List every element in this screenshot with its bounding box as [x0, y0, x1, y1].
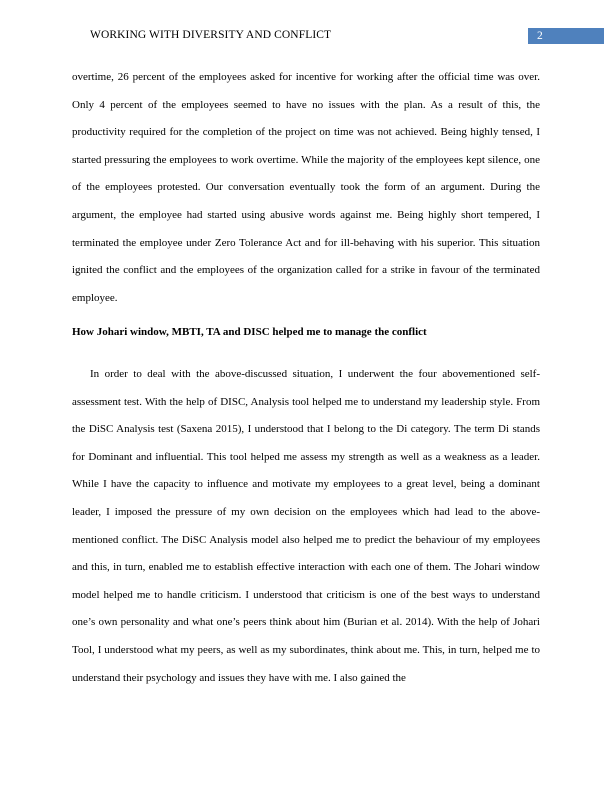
section-heading: How Johari window, MBTI, TA and DISC helped me to manage the conflict [72, 326, 427, 338]
body-paragraph-1: overtime, 26 percent of the employees asked for incentive for working after the official time was over. Only 4 percent of the employees seemed to have no issues with the plan. As a result of this, the productivity required for the completion of the project on time was not achieved. Being highly tensed, I started pressuring the employees to work overtime. While the majority of the employees kept silence, one of the employees protested. Our conversation eventually took the form of an argument. During the argument, the employee had started using abusive words against me. Being highly short tempered, I terminated the employee under Zero Tolerance Act and for ill-behaving with his superior. This situation ignited the conflict and the employees of the organization called for a strike in favour of the terminated employee. [72, 71, 540, 304]
running-head: WORKING WITH DIVERSITY AND CONFLICT [90, 29, 332, 41]
page-number: 2 [528, 28, 604, 44]
body-paragraph-2: In order to deal with the above-discussed situation, I underwent the four abovementioned self-assessment test. With the help of DISC, Analysis tool helped me to understand my leadership style. From the DiSC Analysis test (Saxena 2015), I understood that I belong to the Di category. The term Di stands for Dominant and influential. This tool helped me assess my strength as well as a weakness as a leader. While I have the capacity to influence and motivate my employees to a great level, being a dominant leader, I imposed the pressure of my own decision on the employees which had lead to the above-mentioned conflict. The DiSC Analysis model also helped me to predict the behaviour of my employees and this, in turn, enabled me to establish effective interaction with each one of them. The Johari window model helped me to handle criticism. I understood that criticism is one of the best ways to understand one’s own personality and what one’s peers think about him (Burian et al. 2014). With the help of Johari Tool, I understood what my peers, as well as my subordinates, think about me. This, in turn, helped me to understand their psychology and issues they have with me. I also gained the [72, 368, 540, 684]
